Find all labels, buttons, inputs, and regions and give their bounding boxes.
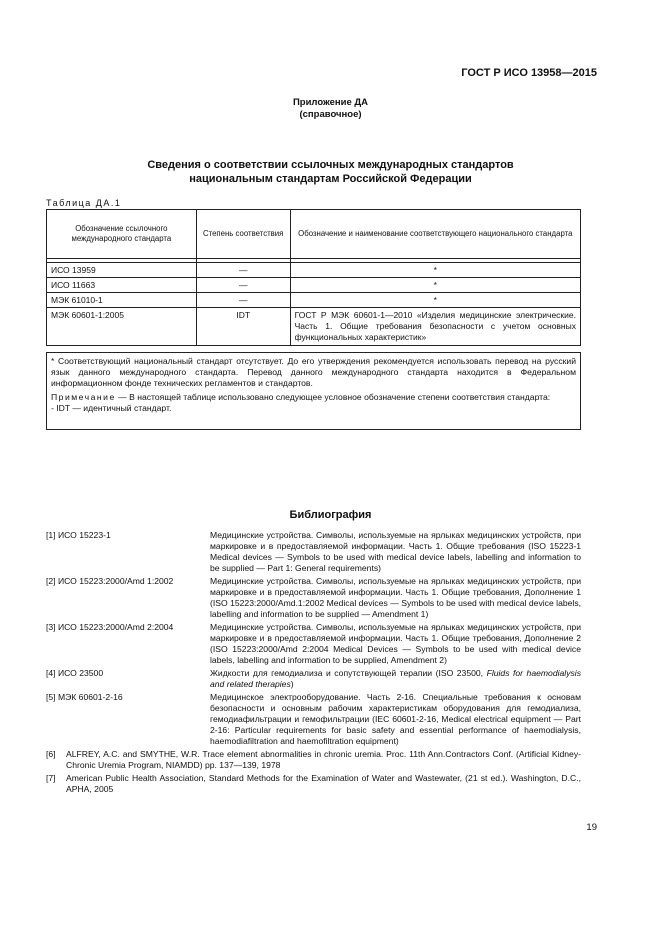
bib-num: [6]	[46, 749, 56, 759]
bib-text: Медицинские устройства. Символы, используемые на ярлыках медицинских устройств, при маркировке и в предоставляемой информации. Часть 1. Общие требования, Дополнение 1 (ISO 15223:2000/Amd.1:2002 Medical devices — Symbols to be used with medical device labels, labelling and information to be supplied — Amendment 1)	[210, 576, 581, 619]
cell-degree: —	[196, 263, 290, 278]
appendix-title: Приложение ДА	[292, 97, 369, 108]
header-intl-standard: Обозначение ссылочного международного стандарта	[47, 210, 197, 259]
cell-degree: IDT	[196, 308, 290, 346]
list-item	[46, 530, 581, 574]
list-item	[46, 622, 581, 666]
bib-text-part: )	[290, 679, 294, 689]
list-item	[46, 668, 581, 690]
bib-text: Медицинское электрооборудование. Часть 2-16. Специальные требования к основам безопасности и основным рабочим характеристикам оборудования для гемодиализа, гемодиафильтрации и гемофильтрации (IEC 60601-2-16, Medical electrical equipment — Part 2-16: Particular requirements for basic safety and essential performance of haemodialysis, haemodiafiltration and haemofiltration equipment)	[210, 692, 581, 746]
bibliography-title: Библиография	[289, 509, 372, 521]
bib-text: Медицинские устройства. Символы, используемые на ярлыках медицинских устройств, при маркировке и в предоставляемой информации. Часть 1. Общие требования (ISO 15223-1 Medical devices — Symbols to be used with medical device labels, labelling and information to be supplied — Part 1: General requirements)	[210, 530, 581, 573]
table-row	[47, 263, 581, 278]
document-id: ГОСТ Р ИСО 13958—2015	[461, 67, 597, 79]
cell-degree: —	[196, 278, 290, 293]
bib-text	[210, 668, 581, 690]
table-label: Таблица ДА.1	[46, 198, 122, 208]
cell-national: *	[290, 293, 580, 308]
list-item	[46, 576, 581, 620]
cell-intl: МЭК 60601-1:2005	[47, 308, 197, 346]
bib-ref: [2] ИСО 15223:2000/Amd 1:2002	[46, 576, 174, 586]
table-row	[47, 308, 581, 346]
note-prefix: Примечание	[51, 392, 116, 402]
correspondence-table	[46, 209, 581, 346]
list-item	[46, 749, 581, 771]
cell-intl: МЭК 61010-1	[47, 293, 197, 308]
bib-num: [7]	[46, 773, 56, 783]
appendix-subtitle: (справочное)	[299, 109, 362, 120]
list-item	[46, 773, 581, 795]
cell-intl: ИСО 11663	[47, 278, 197, 293]
list-item	[46, 692, 581, 747]
bib-text-part: Жидкости для гемодиализа и сопутствующей терапии (ISO 23500,	[210, 668, 487, 678]
bib-text-italic: Fluids for haemodialysis and related therapies	[210, 668, 582, 689]
section-title	[0, 158, 661, 186]
cell-national: *	[290, 263, 580, 278]
header-degree: Степень соответствия	[196, 210, 290, 259]
table-row	[47, 293, 581, 308]
bib-text: American Public Health Association, Standard Methods for the Examination of Water and Wastewater, (21 st ed.). Washington, D.C., APHA, 2005	[66, 773, 581, 794]
cell-degree: —	[196, 293, 290, 308]
section-title-line-2: национальным стандартам Российской Федерации	[189, 173, 472, 185]
table-header-row	[47, 210, 581, 259]
section-title-line-1: Сведения о соответствии ссылочных международных стандартов	[147, 159, 514, 171]
table-note	[51, 392, 576, 403]
bibliography-list	[46, 530, 581, 797]
bib-ref: [1] ИСО 15223-1	[46, 530, 111, 540]
table-footnote: * Соответствующий национальный стандарт отсутствует. До его утверждения рекомендуется использовать перевод на русский язык данного международного стандарта. Перевод данного международного стандарта находится в Федеральном информационном фонде технических регламентов и стандартов.	[51, 356, 576, 388]
header-national-standard: Обозначение и наименование соответствующего национального стандарта	[290, 210, 580, 259]
cell-national: ГОСТ Р МЭК 60601-1—2010 «Изделия медицинские электрические. Часть 1. Общие требования безопасности с учетом основных функциональных характеристик»	[290, 308, 580, 346]
page-number: 19	[586, 822, 597, 833]
bib-ref: [4] ИСО 23500	[46, 668, 104, 678]
bib-text: Медицинские устройства. Символы, используемые на ярлыках медицинских устройств, при маркировке и в предоставляемой информации. Часть 1. Общие требования, Дополнение 2 (ISO 15223:2000/Amd 2:2004 Medical Devices — Symbols to be used with medical device labels, labelling and information to be supplied, Amendment 2)	[210, 622, 581, 665]
table-row	[47, 278, 581, 293]
note-text: — В настоящей таблице использовано следующее условное обозначение степени соответствия стандарта:	[115, 392, 551, 402]
bib-ref: [5] МЭК 60601-2-16	[46, 692, 123, 702]
cell-national: *	[290, 278, 580, 293]
note-item: - IDT — идентичный стандарт.	[51, 403, 172, 413]
bib-ref: [3] ИСО 15223:2000/Amd 2:2004	[46, 622, 174, 632]
bib-text: ALFREY, A.C. and SMYTHE, W.R. Trace element abnormalities in chronic uremia. Proc. 11th Ann.Contractors Conf. (Artificial Kidney-Chronic Uremia Program, NIAMDD) pp. 137—139, 1978	[66, 749, 581, 770]
cell-intl: ИСО 13959	[47, 263, 197, 278]
appendix-heading	[0, 97, 661, 121]
table-notes	[46, 352, 581, 430]
